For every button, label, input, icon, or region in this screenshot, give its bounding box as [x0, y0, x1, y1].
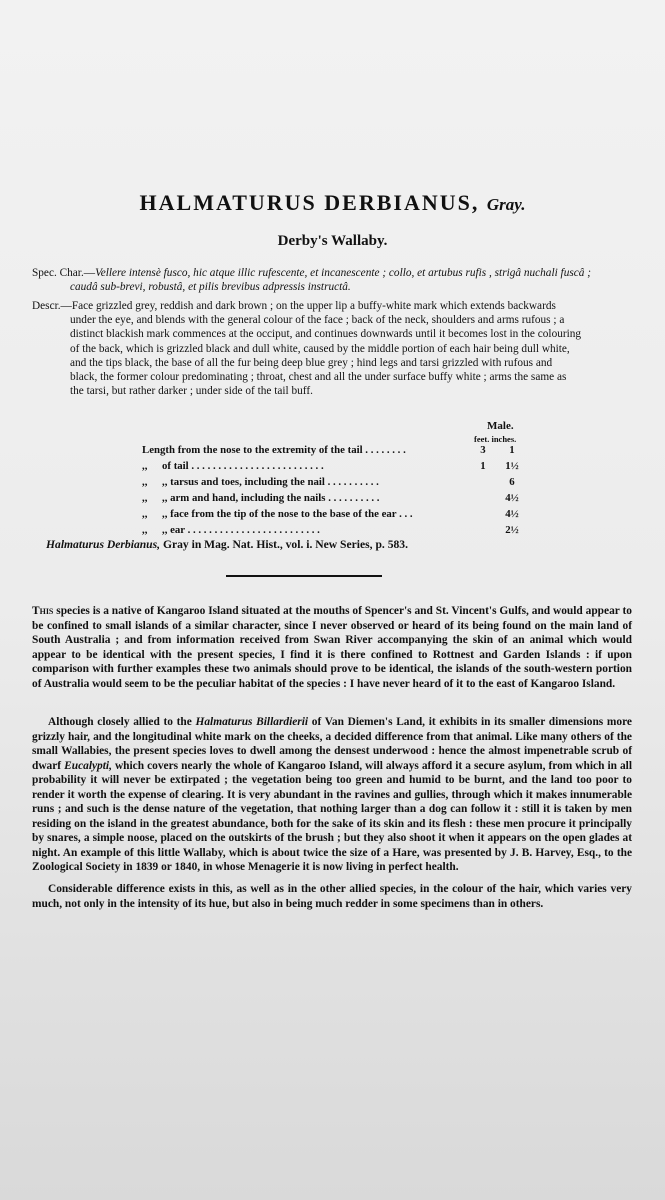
descr-line: distinct blackish mark commences at the occiput, and continues downwards until it becomes lost in the colouring — [70, 328, 582, 341]
measurement-row — [142, 444, 542, 460]
descr-line: under the eye, and blends with the general colour of the face ; back of the neck, shoulders and arms rufous ; a — [70, 314, 565, 327]
ditto-mark: ,, — [142, 508, 148, 520]
measurement-inches: 4½ — [505, 508, 519, 520]
measurement-label: Length from the nose to the extremity of the tail . . . . . . . . — [142, 444, 406, 456]
descr-line: the tarsi, but rather darker ; under side of the tail buff. — [70, 385, 313, 398]
descr-line: black, the former colour predominating ; throat, chest and all the under surface buffy white ; arms the same as — [70, 371, 567, 384]
citation-species: Halmaturus Derbianus, — [46, 538, 161, 551]
paragraph-habits — [32, 715, 632, 875]
paragraph-colour-variation: Considerable difference exists in this, as well as in the other allied species, in the colour of the hair, which varies very much, not only in the intensity of its hue, but also in being much redder in some specimens than in others. — [32, 883, 632, 910]
spec-char-line-2: caudâ sub-brevi, robustâ, et pilis brevibus adpressis instructâ. — [70, 281, 351, 294]
page-subtitle: Derby's Wallaby. — [277, 233, 388, 249]
paragraph-first-word: This — [32, 605, 54, 617]
measurement-inches: 6 — [509, 476, 515, 488]
measurement-label: ,, arm and hand, including the nails . . . . . . . . . . — [162, 492, 380, 504]
measurement-male-header: Male. — [487, 420, 514, 432]
measurement-label: ,, tarsus and toes, including the nail . . . . . . . . . . — [162, 476, 379, 488]
description — [32, 299, 632, 398]
measurement-inches: 1 — [509, 444, 515, 456]
citation — [46, 538, 408, 551]
measurement-inches: 4½ — [505, 492, 519, 504]
measurement-row — [142, 460, 542, 476]
descr-line: and the tips black, the base of all the fur being deep blue grey ; hind legs and tarsi grizzled with rufous and — [70, 356, 553, 369]
paragraph-text: species is a native of Kangaroo Island situated at the mouths of Spencer's and St. Vincent's Gulfs, and would appear to be confined to small islands of a similar character, since I never observed or heard of its being found on the main land of South Australia ; and from information received from Swan River accompanying the skin of an animal which would appear to be identical with the present species, I find it is there confined to Rottnest and Garden Islands : if upon comparison with further examples these two animals should prove to be identical, the islands of the south-western portion of Australia would seem to be the peculiar habitat of the species : I have never heard of it to the east of Kangaroo Island. — [32, 605, 632, 690]
descr-label: Descr.— — [32, 300, 72, 312]
title-author: Gray. — [486, 195, 526, 214]
page-title — [0, 190, 665, 216]
ditto-mark: ,, — [142, 492, 148, 504]
measurement-feet: 3 — [480, 444, 486, 456]
paragraph-italic-species: Halmaturus Billardierii — [195, 716, 309, 728]
measurement-label: of tail . . . . . . . . . . . . . . . . . . . . . . . . . — [162, 460, 324, 472]
paragraph-italic-genus: Eucalypti, — [64, 759, 112, 772]
ditto-mark: ,, — [142, 524, 148, 536]
measurement-label: ,, ear . . . . . . . . . . . . . . . . . . . . . . . . . — [162, 524, 320, 536]
ditto-mark: ,, — [142, 460, 148, 472]
paragraph-text: of Van Diemen's Land, it exhibits in its smaller dimensions more grizzly hair, and the longitudinal white mark on the cheeks, a decided difference from that animal. Like many others of the small Wallabies, the present species loves to dwell among the densest underwood : hence the almost impenetrable scrub of dwarf — [32, 716, 632, 772]
spec-char-line-1: Vellere intensè fusco, hic atque illic rufescente, et incanescente ; collo, et artubus rufis , strigâ nuchali fuscâ ; — [95, 267, 591, 279]
measurement-inches: 2½ — [505, 524, 519, 536]
title-genus-species: HALMATURUS DERBIANUS, — [139, 190, 480, 215]
descr-line: of the back, which is grizzled black and dull white, caused by the middle portion of each hair being dull white, — [70, 342, 570, 355]
measurement-row — [142, 508, 542, 524]
measurement-row — [142, 476, 542, 492]
section-divider — [226, 575, 382, 577]
ditto-mark: ,, — [142, 476, 148, 488]
descr-line: Face grizzled grey, reddish and dark brown ; on the upper lip a buffy-white mark which extends backwards — [71, 300, 556, 312]
measurement-row — [142, 492, 542, 508]
specific-characters — [32, 266, 632, 294]
paragraph-habitat — [32, 604, 632, 691]
spec-char-label: Spec. Char.— — [32, 267, 96, 279]
citation-reference: Gray in Mag. Nat. Hist., vol. i. New Series, p. 583. — [160, 538, 409, 551]
measurement-units-header: feet. inches. — [474, 434, 517, 444]
paragraph-text: which covers nearly the whole of Kangaroo Island, will always afford it a secure asylum, from which in all probability it will never be extirpated ; the vegetation being too green and humid to be burnt, and the land too poor to render it worth the expense of clearing. It is very abundant in the ravines and gullies, through which it makes innumerable runs ; and such is the dense nature of the vegetation, that nothing larger than a dog can follow it : still it is taken by men residing on the island in the greatest abundance, both for the sake of its skin and its flesh : these men procure it principally by snares, a simple noose, placed on the outskirts of the brush ; but they also shoot it when it appears on the open glades at night. An example of this little Wallaby, which is about twice the size of a Hare, was presented by J. B. Harvey, Esq., to the Zoological Society in 1839 or 1840, in whose Menagerie it is now living in perfect health. — [32, 759, 632, 873]
measurement-feet: 1 — [480, 460, 486, 472]
measurement-label: ,, face from the tip of the nose to the base of the ear . . . — [162, 508, 413, 520]
paragraph-text: Although closely allied to the — [48, 716, 196, 728]
measurement-inches: 1½ — [505, 460, 519, 472]
